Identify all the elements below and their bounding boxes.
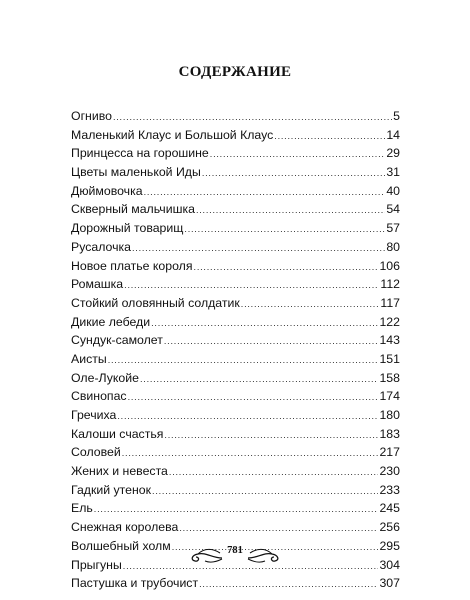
toc-entry	[71, 332, 400, 351]
dot-leader	[169, 463, 379, 475]
toc-entry-page: 180	[379, 408, 400, 422]
toc-entry-page: 40	[386, 183, 400, 198]
toc-entry-page: 217	[379, 445, 400, 460]
toc-entry	[71, 388, 400, 407]
dot-leader	[210, 145, 386, 157]
dot-leader	[164, 426, 378, 438]
dot-leader	[179, 519, 378, 531]
toc-entry-title: Дорожный товарищ	[71, 221, 184, 236]
toc-entry	[71, 482, 400, 501]
toc-entry	[71, 183, 400, 202]
toc-entry-title: Цветы маленькой Иды	[71, 165, 201, 180]
toc-entry-title: Маленький Клаус и Большой Клаус	[71, 127, 274, 142]
toc-entry	[71, 164, 400, 183]
toc-entry-page: 80	[386, 239, 400, 254]
toc-entry-page: 307	[379, 576, 400, 591]
toc-entry-page: 143	[379, 333, 400, 348]
dot-leader	[140, 370, 379, 382]
toc-entry	[71, 575, 400, 594]
toc-entry-title: Прыгуны	[71, 557, 122, 572]
toc-entry-page: 5	[393, 109, 400, 123]
toc-entry-page: 230	[379, 464, 400, 479]
toc-entry-page: 256	[379, 520, 400, 535]
dot-leader	[164, 332, 379, 344]
dot-leader	[122, 444, 379, 456]
toc-entry	[71, 370, 400, 389]
toc-entry	[71, 239, 400, 258]
toc-entry	[71, 258, 400, 277]
toc-entry-title: Калоши счастья	[71, 426, 164, 441]
dot-leader	[274, 127, 385, 139]
toc-entry-title: Скверный мальчишка	[71, 202, 195, 217]
toc-entry-page: 31	[386, 165, 400, 180]
toc-entry-page: 112	[380, 277, 400, 292]
dot-leader	[151, 314, 378, 326]
table-of-contents	[71, 108, 400, 594]
dot-leader	[132, 239, 385, 251]
dot-leader	[152, 482, 378, 494]
page-title: СОДЕРЖАНИЕ	[178, 64, 292, 80]
toc-entry-title: Русалочка	[71, 239, 131, 254]
toc-entry-title: Огниво	[71, 109, 112, 123]
toc-entry	[71, 407, 400, 426]
dot-leader	[144, 183, 386, 195]
dot-leader	[194, 258, 379, 270]
toc-entry-page: 54	[386, 202, 400, 217]
dot-leader	[113, 108, 392, 120]
toc-entry-page: 183	[379, 426, 400, 441]
toc-entry-title: Ромашка	[71, 277, 124, 292]
toc-entry-title: Жених и невеста	[71, 464, 168, 479]
toc-entry-title: Принцесса на горошине	[71, 146, 209, 161]
toc-entry-page: 233	[379, 482, 400, 497]
toc-entry-page: 117	[380, 295, 400, 310]
toc-entry-title: Пастушка и трубочист	[71, 576, 199, 591]
toc-entry-page: 174	[379, 389, 400, 404]
toc-entry-page: 295	[379, 538, 400, 553]
dot-leader	[202, 164, 386, 176]
toc-entry-page: 122	[379, 314, 400, 329]
toc-entry	[71, 500, 400, 519]
toc-entry-title: Дюймовочка	[71, 183, 143, 198]
toc-entry-page: 151	[379, 351, 400, 366]
toc-entry	[71, 108, 400, 127]
toc-entry	[71, 145, 400, 164]
toc-entry-page: 158	[379, 370, 400, 385]
toc-entry	[71, 314, 400, 333]
toc-entry	[71, 295, 400, 314]
toc-entry-title: Дикие лебеди	[71, 314, 151, 329]
toc-entry-title: Ель	[71, 501, 93, 516]
toc-entry-page: 14	[386, 127, 400, 142]
toc-entry	[71, 444, 400, 463]
toc-entry	[71, 220, 400, 239]
dot-leader	[117, 407, 378, 419]
toc-entry	[71, 201, 400, 220]
dot-leader	[241, 295, 380, 307]
toc-entry	[71, 351, 400, 370]
toc-entry-title: Соловей	[71, 445, 121, 460]
dot-leader	[124, 276, 379, 288]
toc-entry-page: 106	[379, 258, 400, 273]
toc-entry-title: Аисты	[71, 351, 107, 366]
dot-leader	[128, 388, 379, 400]
page-number: 781	[227, 545, 243, 556]
toc-entry-title: Волшебный холм	[71, 538, 171, 553]
dot-leader	[184, 220, 385, 232]
toc-entry-title: Гречиха	[71, 408, 117, 422]
toc-entry-title: Оле-Лукойе	[71, 370, 139, 385]
toc-entry-page: 57	[386, 221, 400, 236]
dot-leader	[94, 500, 379, 512]
toc-entry	[71, 276, 400, 295]
toc-entry	[71, 426, 400, 445]
dot-leader	[108, 351, 379, 363]
toc-entry-title: Новое платье короля	[71, 258, 193, 273]
dot-leader	[199, 575, 378, 587]
toc-entry-page: 29	[386, 146, 400, 161]
toc-entry-title: Сундук-самолет	[71, 333, 163, 348]
toc-entry-title: Стойкий оловянный солдатик	[71, 295, 240, 310]
toc-entry-title: Свинопас	[71, 389, 127, 404]
toc-entry-title: Снежная королева	[71, 520, 179, 535]
toc-entry	[71, 127, 400, 146]
toc-entry	[71, 463, 400, 482]
toc-entry-page: 304	[379, 557, 400, 572]
dot-leader	[196, 201, 385, 213]
toc-entry-page: 245	[379, 501, 400, 516]
toc-entry	[71, 519, 400, 538]
toc-entry-title: Гадкий утенок	[71, 482, 152, 497]
